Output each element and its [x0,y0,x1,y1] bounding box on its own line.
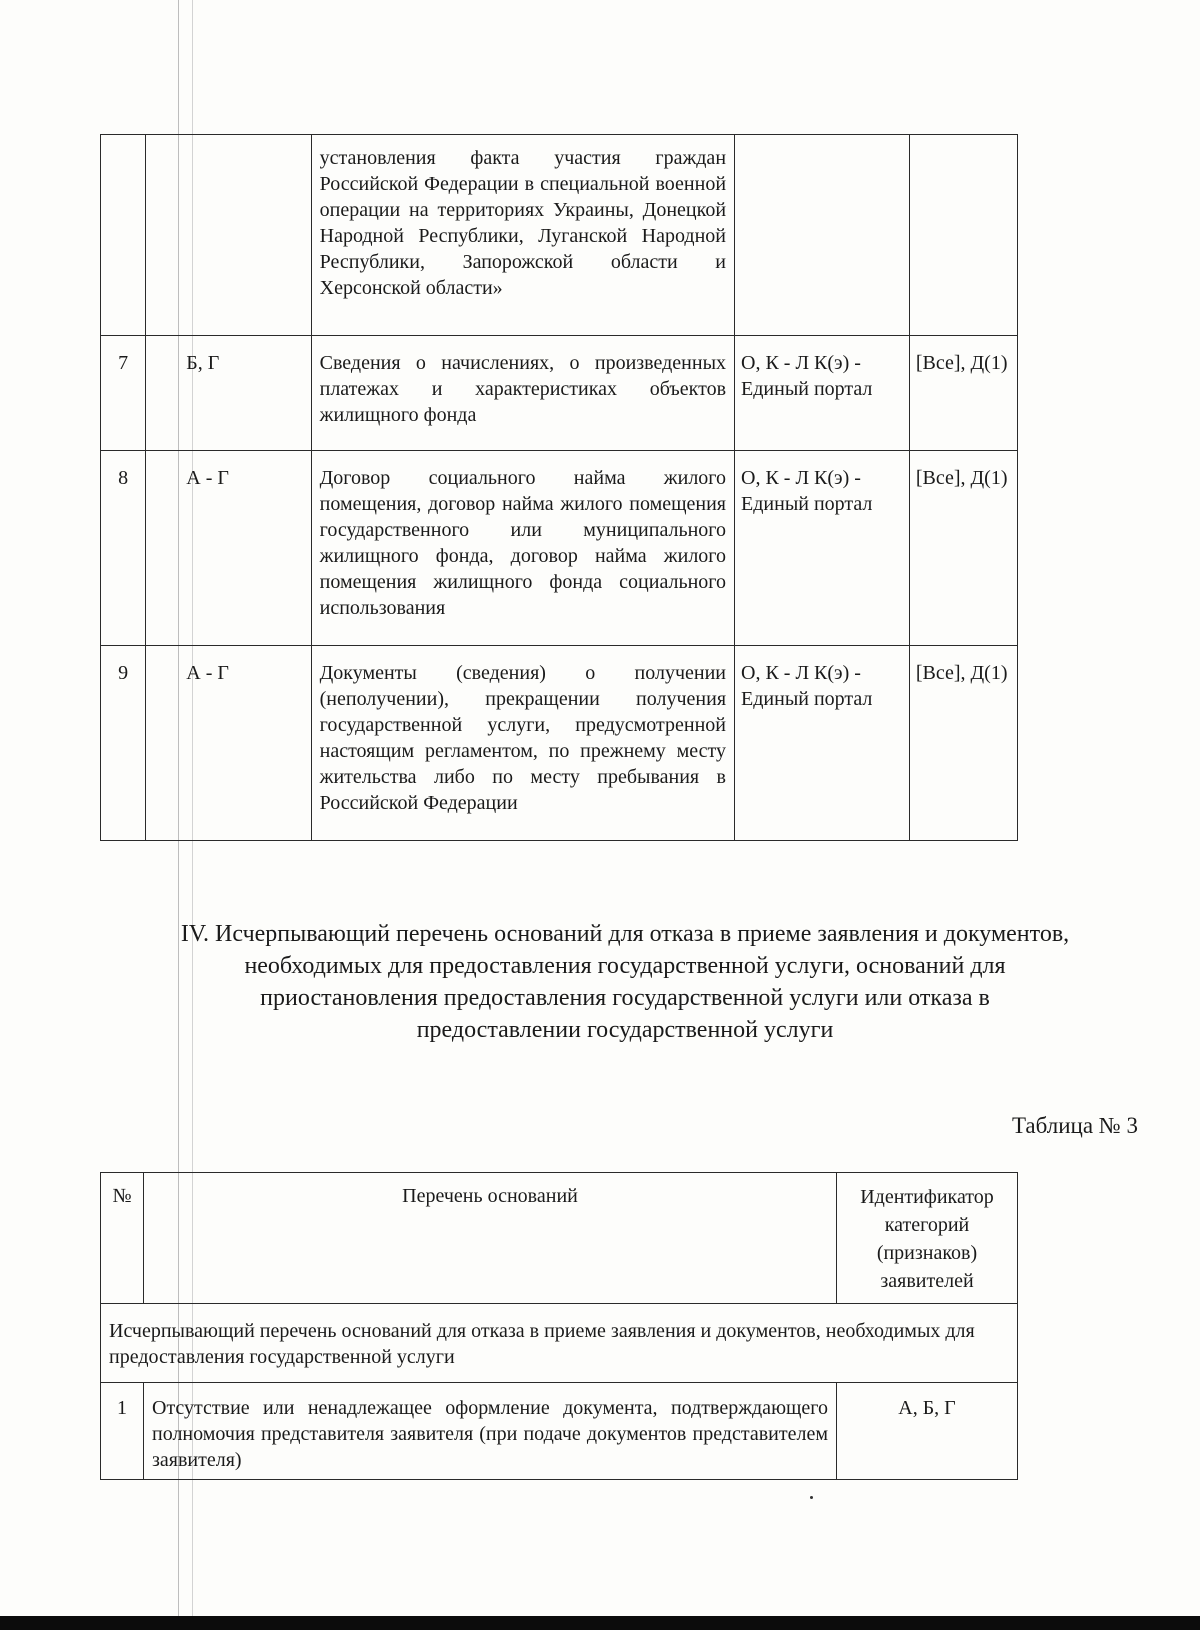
header-number: № [101,1173,144,1304]
table-row [101,336,1018,451]
row-document-text: установления факта участия граждан Российской Федерации в специальной военной операции на территориях Украины, Донецкой Народной Республики, Луганской Народной Республики, Запорожской области и Херсонской области» [311,135,734,336]
row-applicant-ids: Б, Г [146,336,311,451]
row-form: О, К - Л К(э) - Единый портал [735,336,910,451]
scan-bottom-edge [0,1616,1200,1630]
row-applicant-ids: А - Г [146,646,311,841]
row-recipient: [Все], Д(1) [909,451,1017,646]
documents-table-continuation [100,134,1018,841]
row-document-text: Договор социального найма жилого помещения, договор найма жилого помещения государственного или муниципального жилищного фонда, договор найма жилого помещения жилищного фонда социального использования [311,451,734,646]
row-form: О, К - Л К(э) - Единый портал [735,646,910,841]
table-row [101,451,1018,646]
row-number: 9 [101,646,146,841]
table-row [101,1383,1018,1480]
section-heading: IV. Исчерпывающий перечень оснований для отказа в приеме заявления и документов, необходимых для предоставления государственной услуги, оснований для приостановления предоставления государственной услуги или отказа в предоставлении государственной услуги [180,921,1070,1043]
row-number: 8 [101,451,146,646]
row-document-text: Документы (сведения) о получении (неполучении), прекращении получения государственной услуги, предусмотренной настоящим регламентом, по прежнему месту жительства либо по месту пребывания в Российской Федерации [311,646,734,841]
table-header-row [101,1173,1018,1304]
table-row [101,646,1018,841]
table-row [101,135,1018,336]
row-document-text: Сведения о начислениях, о произведенных платежах и характеристиках объектов жилищного фонда [311,336,734,451]
row-form: О, К - Л К(э) - Единый портал [735,451,910,646]
table-label: Таблица № 3 [1011,1113,1138,1138]
refusal-grounds-table [100,1172,1018,1480]
header-applicant-identifier: Идентификатор категорий (признаков) заявителей [837,1173,1018,1304]
scan-speck [810,1496,813,1499]
row-number [101,135,146,336]
row-number: 1 [101,1383,144,1480]
row-recipient [909,135,1017,336]
row-applicant-ids [146,135,311,336]
section-row-title: Исчерпывающий перечень оснований для отказа в приеме заявления и документов, необходимых для предоставления государственной услуги [101,1304,1018,1383]
row-recipient: [Все], Д(1) [909,646,1017,841]
row-form [735,135,910,336]
row-ground-text: Отсутствие или ненадлежащее оформление документа, подтверждающего полномочия представителя заявителя (при подаче документов представителем заявителя) [144,1383,837,1480]
row-applicant-ids: А, Б, Г [837,1383,1018,1480]
table-section-row [101,1304,1018,1383]
row-number: 7 [101,336,146,451]
row-applicant-ids: А - Г [146,451,311,646]
header-grounds-list: Перечень оснований [144,1173,837,1304]
row-recipient: [Все], Д(1) [909,336,1017,451]
